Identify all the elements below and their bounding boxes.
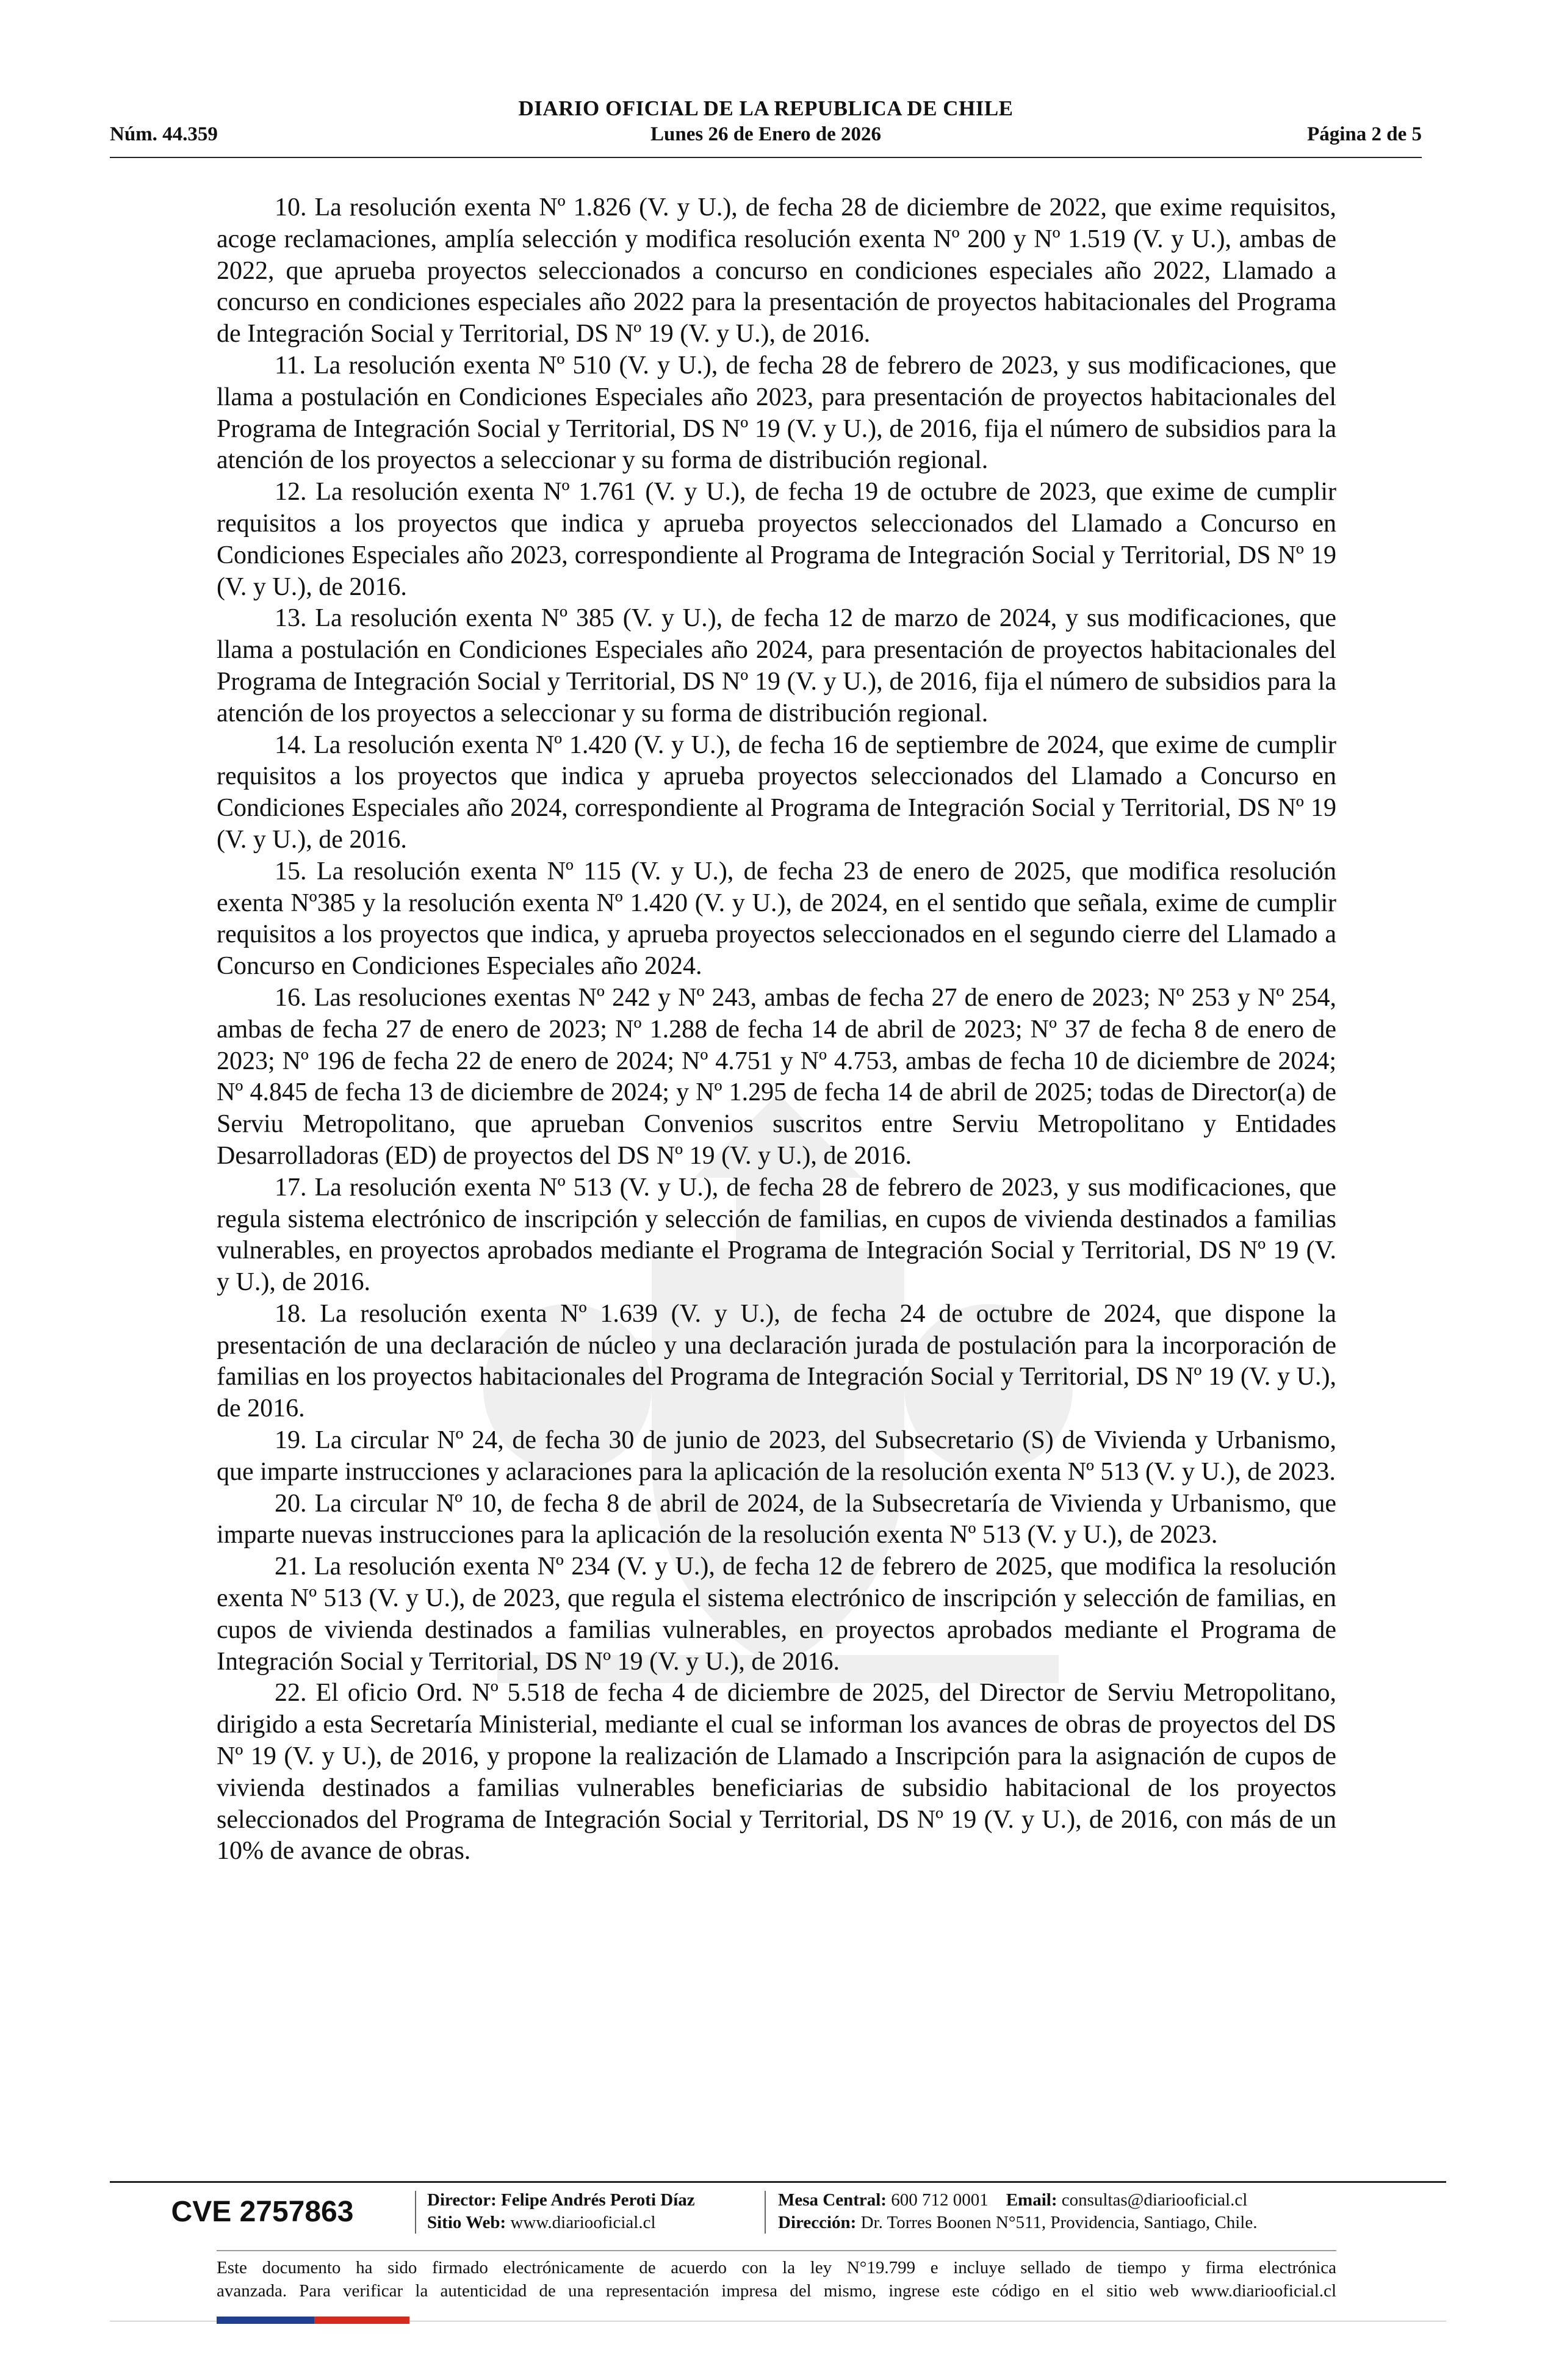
site-label: Sitio Web: [427,2213,506,2232]
site-link[interactable]: www.diariooficial.cl [510,2213,656,2232]
document-body [217,192,1336,1867]
cve-code: CVE 2757863 [171,2196,354,2228]
paragraph-10: 10. La resolución exenta Nº 1.826 (V. y U.), de fecha 28 de diciembre de 2022, que exime requisitos, acoge reclamaciones, amplía selección y modifica resolución exenta Nº 200 y Nº 1.519 (V. y U.), ambas de 2022, que aprueba proyectos seleccionados a concurso en condiciones especiales año 2022, Llamado a concurso en condiciones especiales año 2022 para la presentación de proyectos habitacionales del Programa de Integración Social y Territorial, DS Nº 19 (V. y U.), de 2016. [217,193,1336,348]
signature-notice [217,2256,1336,2302]
paragraph-19: 19. La circular Nº 24, de fecha 30 de junio de 2023, del Subsecretario (S) de Vivienda y Urbanismo, que imparte instrucciones y aclaraciones para la aplicación de la resolución exenta Nº 513 (V. y U.), de 2023. [217,1426,1336,1486]
newspaper-title: DIARIO OFICIAL DE LA REPUBLICA DE CHILE [518,96,1014,120]
page-indicator: Página 2 de 5 [1307,123,1422,145]
signature-notice-line: avanzada. Para verificar la autenticidad de una representación impresa del mismo, ingrese este código en el sitio web www.diariooficial.cl [217,2281,1336,2301]
paragraph-21: 21. La resolución exenta Nº 234 (V. y U.), de fecha 12 de febrero de 2025, que modifica la resolución exenta Nº 513 (V. y U.), de 2023, que regula el sistema electrónico de inscripción y selección de familias, en cupos de vivienda destinados a familias vulnerables, en proyectos aprobados mediante el Programa de Integración Social y Territorial, DS Nº 19 (V. y U.), de 2016. [217,1552,1336,1676]
director-label: Director: [427,2190,497,2210]
director-name: Felipe Andrés Peroti Díaz [501,2190,695,2210]
paragraph-12: 12. La resolución exenta Nº 1.761 (V. y U.), de fecha 19 de octubre de 2023, que exime de cumplir requisitos a los proyectos que indica y aprueba proyectos seleccionados del Llamado a Concurso en Condiciones Especiales año 2023, correspondiente al Programa de Integración Social y Territorial, DS Nº 19 (V. y U.), de 2016. [217,478,1336,601]
email-label: Email: [1006,2190,1057,2210]
footer-divider [110,2181,1446,2183]
mesa-label: Mesa Central: [778,2190,887,2210]
paragraph-16: 16. Las resoluciones exentas Nº 242 y Nº 243, ambas de fecha 27 de enero de 2023; Nº 253 y Nº 254, ambas de fecha 27 de enero de 2023; Nº 1.288 de fecha 14 de abril de 2023; Nº 37 de fecha 8 de enero de 2023; Nº 196 de fecha 22 de enero de 2024; Nº 4.751 y Nº 4.753, ambas de fecha 10 de diciembre de 2024; Nº 4.845 de fecha 13 de diciembre de 2024; y Nº 1.295 de fecha 14 de abril de 2025; todas de Director(a) de Serviu Metropolitano, que aprueban Convenios suscritos entre Serviu Metropolitano y Entidades Desarrolladoras (ED) de proyectos del DS Nº 19 (V. y U.), de 2016. [217,983,1336,1170]
paragraph-17: 17. La resolución exenta Nº 513 (V. y U.), de fecha 28 de febrero de 2023, y sus modificaciones, que regula sistema electrónico de inscripción y selección de familias, en cupos de vivienda destinados a familias vulnerables, en proyectos aprobados mediante el Programa de Integración Social y Territorial, DS Nº 19 (V. y U.), de 2016. [217,1173,1336,1297]
footer-divider-thin [217,2250,1336,2251]
flag-stripe [217,2317,409,2324]
address-value: Dr. Torres Boonen N°511, Providencia, Santiago, Chile. [860,2213,1258,2232]
header-divider [110,157,1422,158]
paragraph-20: 20. La circular Nº 10, de fecha 8 de abril de 2024, de la Subsecretaría de Vivienda y Urbanismo, que imparte nuevas instrucciones para la aplicación de la resolución exenta Nº 513 (V. y U.), de 2023. [217,1489,1336,1549]
flag-blue-segment [217,2317,314,2324]
signature-notice-line: Este documento ha sido firmado electrónicamente de acuerdo con la ley N°19.799 e incluye sellado de tiempo y firma electrónica [217,2258,1336,2277]
footer-director-block [427,2189,695,2234]
flag-red-segment [314,2317,409,2324]
paragraph-18: 18. La resolución exenta Nº 1.639 (V. y U.), de fecha 24 de octubre de 2024, que dispone la presentación de una declaración de núcleo y una declaración jurada de postulación para la incorporación de familias en los proyectos habitacionales del Programa de Integración Social y Territorial, DS Nº 19 (V. y U.), de 2016. [217,1299,1336,1423]
paragraph-15: 15. La resolución exenta Nº 115 (V. y U.), de fecha 23 de enero de 2025, que modifica resolución exenta Nº385 y la resolución exenta Nº 1.420 (V. y U.), de 2024, en el sentido que señala, exime de cumplir requisitos a los proyectos que indica, y aprueba proyectos seleccionados en el segundo cierre del Llamado a Concurso en Condiciones Especiales año 2024. [217,857,1336,981]
paragraph-22: 22. El oficio Ord. Nº 5.518 de fecha 4 de diciembre de 2025, del Director de Serviu Metropolitano, dirigido a esta Secretaría Ministerial, mediante el cual se informan los avances de obras de proyectos del DS Nº 19 (V. y U.), de 2016, y propone la realización de Llamado a Inscripción para la asignación de cupos de vivienda destinados a familias vulnerables beneficiarias de subsidio habitacional de los proyectos seleccionados del Programa de Integración Social y Territorial, DS Nº 19 (V. y U.), de 2016, con más de un 10% de avance de obras. [217,1679,1336,1866]
paragraph-11: 11. La resolución exenta Nº 510 (V. y U.), de fecha 28 de febrero de 2023, y sus modificaciones, que llama a postulación en Condiciones Especiales año 2023, para presentación de proyectos habitacionales del Programa de Integración Social y Territorial, DS Nº 19 (V. y U.), de 2016, fija el número de subsidios para la atención de los proyectos a seleccionar y su forma de distribución regional. [217,351,1336,475]
email-link[interactable]: consultas@diariooficial.cl [1061,2190,1248,2210]
issue-date: Lunes 26 de Enero de 2026 [650,123,882,145]
address-label: Dirección: [778,2213,857,2232]
paragraph-13: 13. La resolución exenta Nº 385 (V. y U.), de fecha 12 de marzo de 2024, y sus modificaciones, que llama a postulación en Condiciones Especiales año 2024, para presentación de proyectos habitacionales del Programa de Integración Social y Territorial, DS Nº 19 (V. y U.), de 2016, fija el número de subsidios para la atención de los proyectos a seleccionar y su forma de distribución regional. [217,604,1336,727]
page-header [110,92,1422,159]
issue-number: Núm. 44.359 [110,123,218,145]
footer-contact-block [778,2189,1257,2234]
paragraph-14: 14. La resolución exenta Nº 1.420 (V. y U.), de fecha 16 de septiembre de 2024, que exime de cumplir requisitos a los proyectos que indica y aprueba proyectos seleccionados del Llamado a Concurso en Condiciones Especiales año 2024, correspondiente al Programa de Integración Social y Territorial, DS Nº 19 (V. y U.), de 2016. [217,730,1336,854]
mesa-phone: 600 712 0001 [891,2190,989,2210]
footer-separator [765,2191,766,2234]
page-footer [110,2188,1446,2243]
footer-separator [415,2191,416,2234]
